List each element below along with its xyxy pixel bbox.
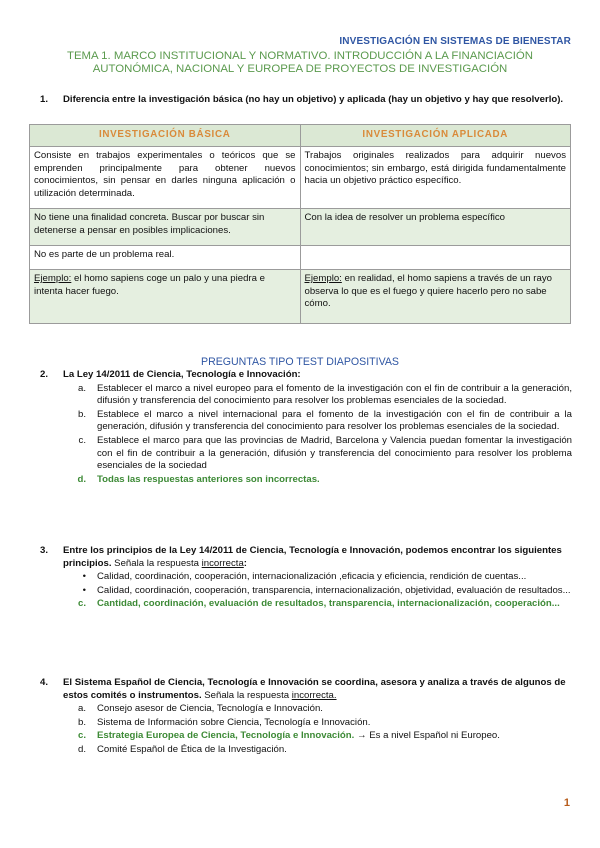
question-text: La Ley 14/2011 de Ciencia, Tecnología e Innovación: [63,369,301,380]
answer-note: → Es a nivel Español ni Europeo. [354,730,500,742]
answer-option-correct: d. Todas las respuestas anteriores son incorrectas. [77,473,320,485]
table-cell [300,246,571,270]
section-title: PREGUNTAS TIPO TEST DIAPOSITIVAS [201,356,399,368]
question-3: 3. Entre los principios de la Ley 14/2011 de Ciencia, Tecnología e Innovación, podemos encontrar los siguientes principios. Señala la respuesta incorrecta: • Calidad, coordinación, cooperación, internacionalización ,eficacia y eficiencia, rendición de cuentas... • Calidad, coordinación, cooperación, transparencia, internacionalización, objetividad, evaluación de resultados... c. Cantidad, coordinación, evaluación de resultados, transparencia, internacionalización, cooperación... [40,545,571,610]
table-cell [30,270,301,324]
question-number: 3. [40,545,49,556]
topic-title [40,50,560,76]
table-cell: Consiste en trabajos experimentales o teóricos que se emprenden principalmente para obtener nuevos conocimientos, sin pensar en darles ninguna aplicación o utilización determinada. [30,147,301,209]
table-row [30,270,571,324]
answer-option: a. Consejo asesor de Ciencia, Tecnología e Innovación. [77,703,323,715]
table-cell [300,270,571,324]
answer-option: c. Establece el marco para que las provincias de Madrid, Barcelona y Valencia puedan fomentar la investigación con el fin de contribuir a la generación, difusión y transferencia del conocimiento para resolver los problema esenciales de la sociedad [78,434,572,472]
table-cell: Con la idea de resolver un problema específico [300,209,571,246]
table-cell: Trabajos originales realizados para adquirir nuevos conocimientos; sin embargo, está dirigida fundamentalmente hacia un objetivo práctico específico. [300,147,571,209]
answer-option: a. Establecer el marco a nivel europeo para el fomento de la investigación con el fin de contribuir a la generación, difusión y transferencia del conocimiento para resolver los problemas esenciales de la sociedad. [77,382,572,407]
question-number: 1. [40,94,49,105]
example-basic-text: el homo sapiens coge un palo y una piedra e intenta hacer fuego. [34,273,265,297]
table-row [30,209,571,246]
example-applied-text: en realidad, el homo sapiens a través de un rayo observa lo que es el fuego y quiere hacerlo pero no sabe cómo. [304,273,552,310]
question-number: 2. [40,369,49,380]
table-cell: No es parte de un problema real. [30,246,301,270]
answer-option: • Calidad, coordinación, cooperación, transparencia, internacionalización, objetividad, evaluación de resultados... [82,584,571,596]
page-number: 1 [563,797,570,809]
question-2 [40,369,572,486]
answer-option: • Calidad, coordinación, cooperación, internacionalización ,eficacia y eficiencia, rendición de cuentas... [82,571,527,583]
answer-option: b. Sistema de Información sobre Ciencia, Tecnología e Innovación. [77,716,371,728]
answer-option: d. Comité Español de Ética de la Investigación. [77,743,287,755]
example-label: Ejemplo: [304,273,342,284]
column-header-applied: INVESTIGACIÓN APLICADA [300,125,571,147]
answer-option-correct: c. Estrategia Europea de Ciencia, Tecnología e Innovación. → Es a nivel Español ni Europeo. [77,730,500,742]
question-1 [40,94,572,107]
table-row [30,147,571,209]
question-text: Entre los principios de la Ley 14/2011 de Ciencia, Tecnología e Innovación, podemos encontrar los siguientes principios. [63,545,562,569]
topic-title-line1: TEMA 1. MARCO INSTITUCIONAL Y NORMATIVO. INTRODUCCIÓN A LA FINANCIACIÓN [66,50,534,62]
answer-option-correct: c. Cantidad, coordinación, evaluación de resultados, transparencia, internacionalización, cooperación... [77,598,560,610]
course-header: INVESTIGACIÓN EN SISTEMAS DE BIENESTAR [339,36,571,47]
column-header-basic: INVESTIGACIÓN BÁSICA [30,125,301,147]
question-number: 4. [40,677,49,688]
question-text: El Sistema Español de Ciencia, Tecnología e Innovación se coordina, asesora y analiza a través de algunos de estos comités o instrumentos. [63,677,566,701]
answer-option: b. Establece el marco a nivel internacional para el fomento de la investigación con el fin de contribuir a la generación, difusión y transferencia del conocimiento para resolver los problemas esenciales de la sociedad. [77,408,572,433]
topic-title-line2: AUTONÓMICA, NACIONAL Y EUROPEA DE PROYECTOS DE INVESTIGACIÓN [92,63,508,75]
question-text: Diferencia entre la investigación básica (no hay un objetivo) y aplicada (hay un objetivo y hay que resolverlo). [63,94,564,105]
example-label: Ejemplo: [34,273,72,284]
question-4: 4. El Sistema Español de Ciencia, Tecnología e Innovación se coordina, asesora y analiza a través de algunos de estos comités o instrumentos. Señala la respuesta incorrecta. a. Consejo asesor de Ciencia, Tecnología e Innovación. b. Sistema de Información sobre Ciencia, Tecnología e Innovación. c. Estrategia Europea de Ciencia, Tecnología e Innovación. → Es a nivel Español ni Europeo. d. Comité Español de Ética de la Investigación. [40,677,572,757]
table-cell: No tiene una finalidad concreta. Buscar por buscar sin detenerse a pensar en posibles implicaciones. [30,209,301,246]
table-row [30,246,571,270]
comparison-table [29,124,571,324]
